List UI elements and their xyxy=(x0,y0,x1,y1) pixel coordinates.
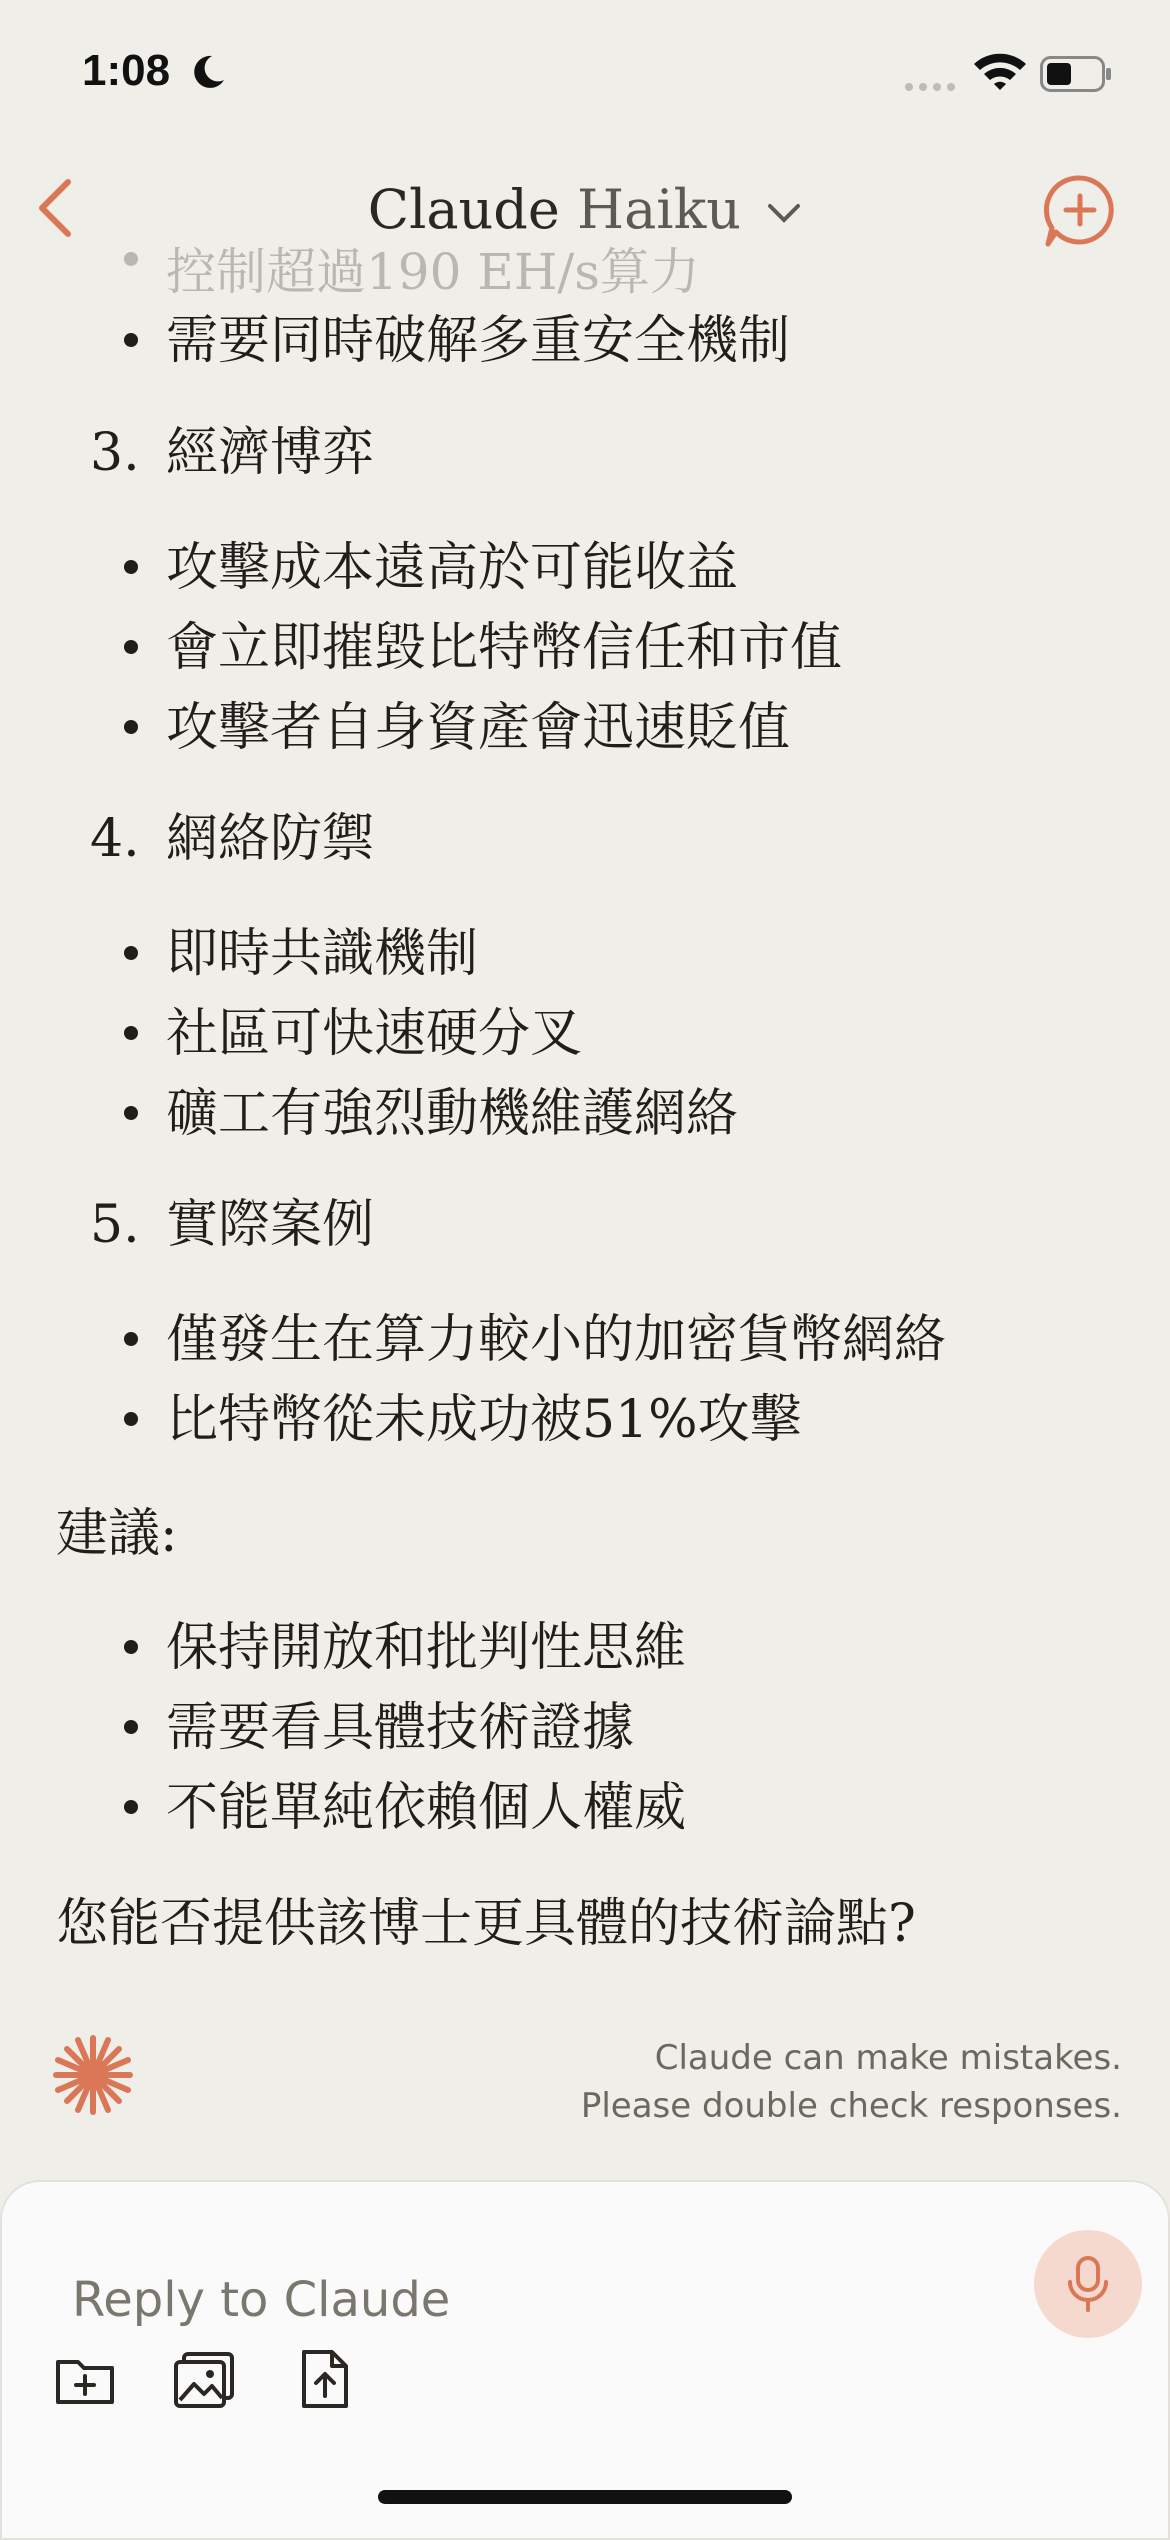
list-item: 保持開放和批判性思維 xyxy=(166,1618,687,1678)
list-item: 會立即摧毀比特幣信任和市值 xyxy=(166,618,843,678)
list-item: 需要看具體技術證據 xyxy=(166,1698,635,1758)
moon-icon xyxy=(188,52,228,92)
section-number: 5. xyxy=(90,1195,140,1255)
add-folder-icon[interactable] xyxy=(50,2344,120,2414)
section-heading: 網絡防禦 xyxy=(166,809,375,869)
section-heading: 實際案例 xyxy=(166,1195,375,1255)
list-bullet xyxy=(124,640,138,654)
section-number: 3. xyxy=(90,423,140,483)
list-bullet xyxy=(124,1332,138,1346)
battery-icon xyxy=(1040,56,1112,92)
section-number: 4. xyxy=(90,809,140,869)
list-bullet xyxy=(124,560,138,574)
list-bullet xyxy=(124,333,138,347)
list-bullet xyxy=(124,252,138,266)
image-icon[interactable] xyxy=(170,2344,240,2414)
list-bullet xyxy=(124,1026,138,1040)
model-selector[interactable] xyxy=(0,178,1170,241)
disclaimer-line: Claude can make mistakes. xyxy=(654,2038,1122,2078)
list-item: 即時共識機制 xyxy=(166,924,479,984)
model-name: Haiku xyxy=(577,178,742,241)
list-item: 社區可快速硬分叉 xyxy=(166,1004,583,1064)
faded-list-item: 控制超過190 EH/s算力 xyxy=(166,243,700,301)
list-bullet xyxy=(124,946,138,960)
list-item: 攻擊者自身資產會迅速貶值 xyxy=(166,698,791,758)
list-bullet xyxy=(124,1800,138,1814)
app-title: Claude xyxy=(367,178,560,241)
list-item: 比特幣從未成功被51%攻擊 xyxy=(166,1390,802,1450)
list-item: 攻擊成本遠高於可能收益 xyxy=(166,538,739,598)
wifi-icon xyxy=(972,50,1028,92)
home-indicator[interactable] xyxy=(378,2490,792,2504)
microphone-icon xyxy=(1062,2254,1114,2314)
list-bullet xyxy=(124,1640,138,1654)
chevron-down-icon xyxy=(766,202,802,226)
advice-label: 建議: xyxy=(56,1504,178,1564)
composer xyxy=(0,2180,1170,2540)
upload-file-icon[interactable] xyxy=(290,2344,360,2414)
closing-question: 您能否提供該博士更具體的技術論點? xyxy=(56,1894,916,1954)
list-item: 礦工有強烈動機維護網絡 xyxy=(166,1084,739,1144)
section-heading: 經濟博弈 xyxy=(166,423,375,483)
claude-logo-icon xyxy=(48,2030,138,2120)
list-item: 需要同時破解多重安全機制 xyxy=(166,311,791,371)
disclaimer xyxy=(581,2034,1122,2130)
list-bullet xyxy=(124,1106,138,1120)
reply-input[interactable]: Reply to Claude xyxy=(72,2272,451,2328)
disclaimer-line: Please double check responses. xyxy=(580,2086,1122,2126)
list-item: 僅發生在算力較小的加密貨幣網絡 xyxy=(166,1310,947,1370)
message-content xyxy=(0,240,1170,2170)
signal-dots-icon xyxy=(904,82,958,92)
list-bullet xyxy=(124,1412,138,1426)
new-chat-icon[interactable] xyxy=(1040,170,1120,250)
mic-button[interactable] xyxy=(1034,2230,1142,2338)
status-bar xyxy=(0,0,1170,150)
list-item: 不能單純依賴個人權威 xyxy=(166,1778,687,1838)
list-bullet xyxy=(124,1720,138,1734)
list-bullet xyxy=(124,720,138,734)
status-time: 1:08 xyxy=(82,46,171,95)
